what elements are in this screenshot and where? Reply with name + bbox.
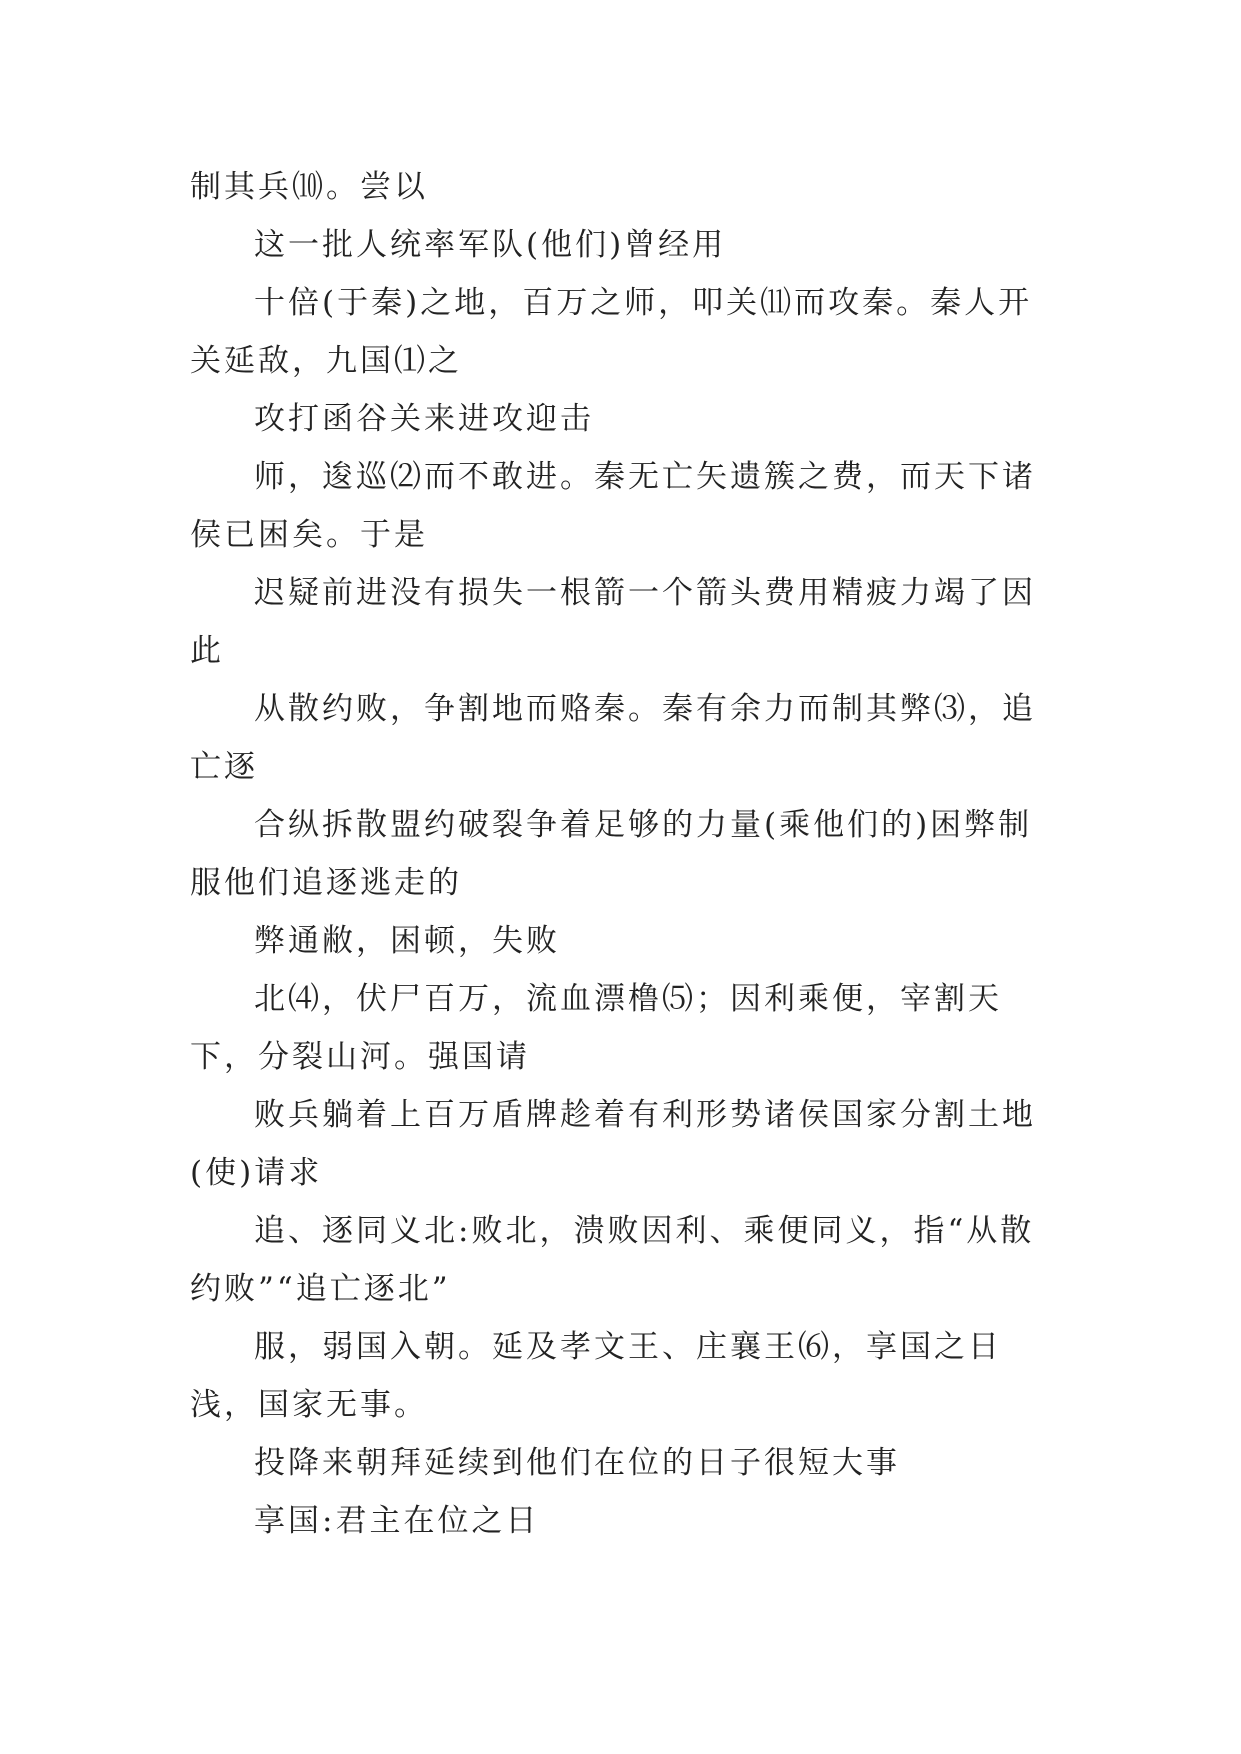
paragraph: 制其兵⑽。尝以 [190, 169, 428, 205]
paragraph: 十倍(于秦)之地，百万之师，叩关⑾而攻秦。秦人开关延敌，九国⑴之 [190, 285, 1033, 379]
paragraph: 师，逡巡⑵而不敢进。秦无亡矢遗簇之费，而天下诸侯已困矣。于是 [190, 459, 1036, 553]
paragraph: 攻打函谷关来进攻迎击 [254, 401, 594, 437]
document-body [190, 158, 1060, 1550]
paragraph: 服，弱国入朝。延及孝文王、庄襄王⑹，享国之日浅，国家无事。 [190, 1329, 1002, 1423]
paragraph: 从散约败，争割地而赂秦。秦有余力而制其弊⑶，追亡逐 [190, 691, 1036, 785]
paragraph: 合纵拆散盟约破裂争着足够的力量(乘他们的)困弊制服他们追逐逃走的 [190, 807, 1033, 901]
paragraph: 北⑷，伏尸百万，流血漂橹⑸；因利乘便，宰割天下，分裂山河。强国请 [190, 981, 1002, 1075]
paragraph: 享国:君主在位之日 [254, 1503, 540, 1539]
paragraph: 弊通敝，困顿，失败 [254, 923, 560, 959]
paragraph: 这一批人统率军队(他们)曾经用 [254, 227, 727, 263]
paragraph: 迟疑前进没有损失一根箭一个箭头费用精疲力竭了因此 [190, 575, 1036, 669]
paragraph: 追、逐同义北:败北，溃败因利、乘便同义，指“从散约败”“追亡逐北” [190, 1213, 1035, 1307]
paragraph: 败兵躺着上百万盾牌趁着有利形势诸侯国家分割土地(使)请求 [190, 1097, 1036, 1191]
paragraph: 投降来朝拜延续到他们在位的日子很短大事 [254, 1445, 900, 1481]
